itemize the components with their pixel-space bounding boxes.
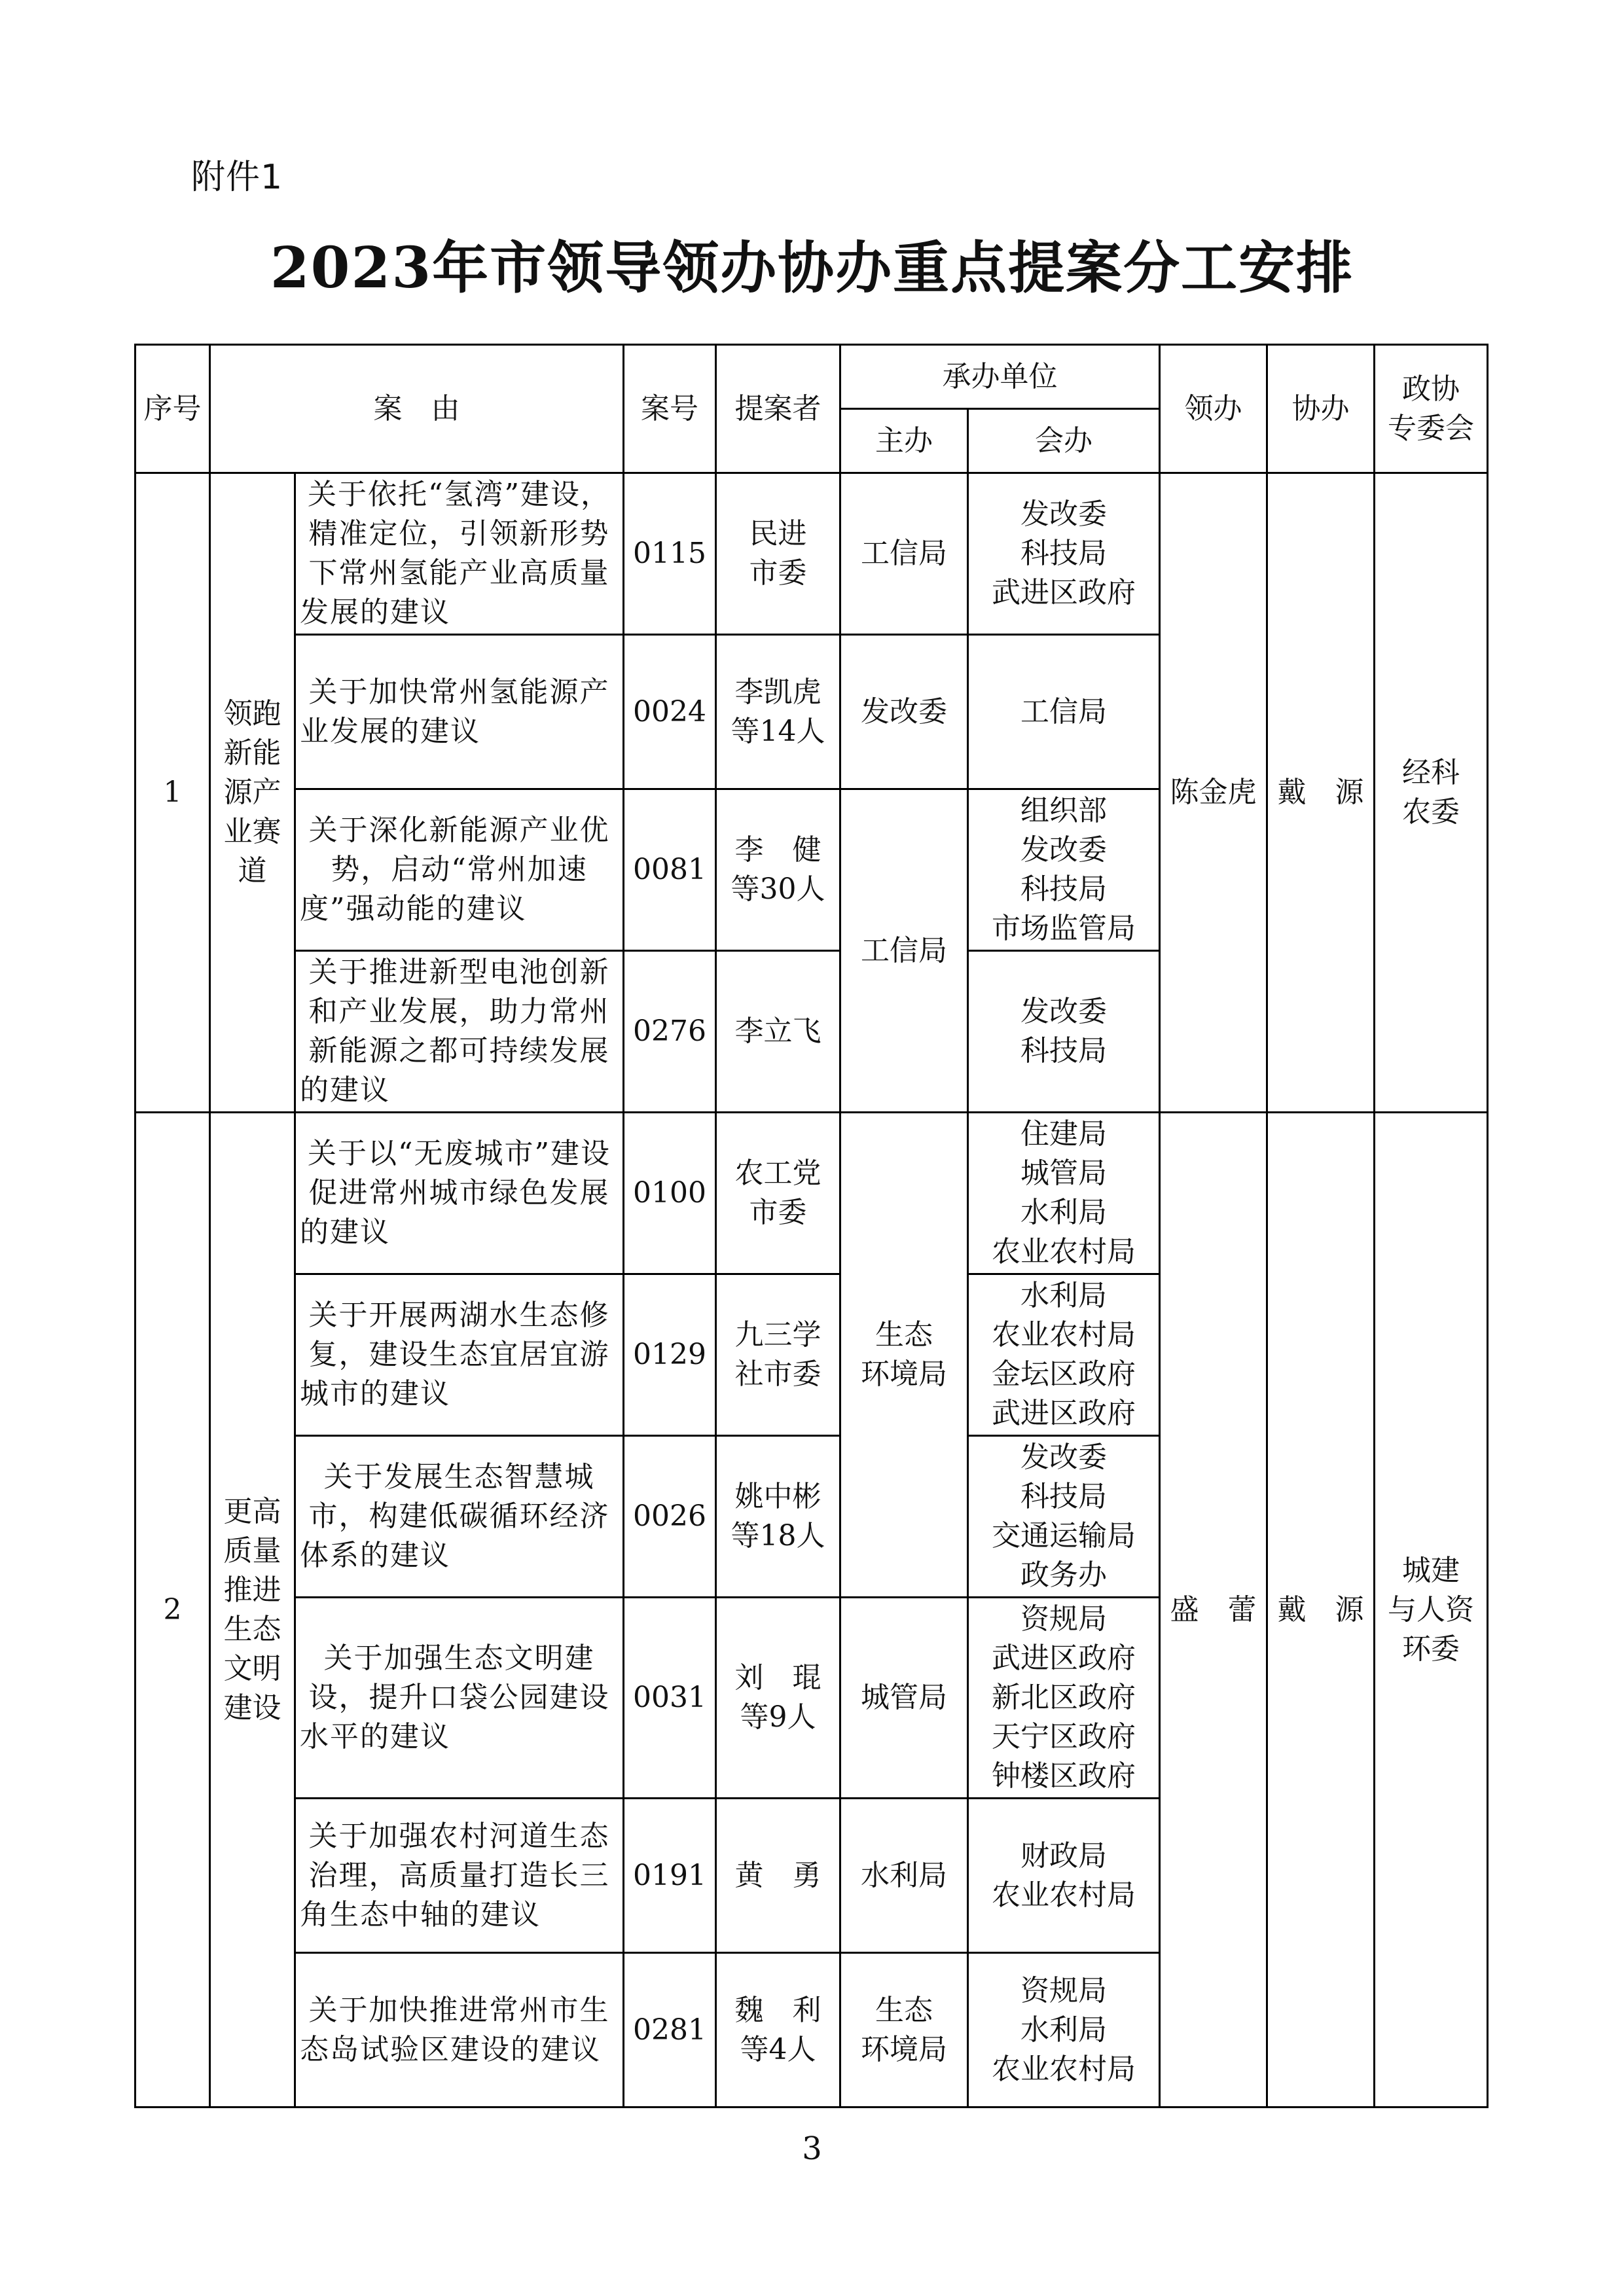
case-no-cell: 0276 [624, 951, 716, 1113]
reason-cell: 关于加快常州氢能源产业发展的建议 [295, 635, 624, 789]
co-unit-cell: 资规局 水利局 农业农村局 [968, 1953, 1160, 2108]
header-seq: 序号 [135, 345, 210, 473]
proposer-cell: 魏 利 等4人 [716, 1953, 840, 2108]
header-committee: 政协 专委会 [1375, 345, 1488, 473]
header-undertaker: 承办单位 [840, 345, 1160, 409]
co-unit-cell: 工信局 [968, 635, 1160, 789]
reason-cell: 关于加快推进常州市生态岛试验区建设的建议 [295, 1953, 624, 2108]
co-unit-cell: 发改委 科技局 [968, 951, 1160, 1113]
proposer-cell: 李 健 等30人 [716, 789, 840, 951]
assist-cell: 戴 源 [1267, 473, 1375, 1113]
header-case-no: 案号 [624, 345, 716, 473]
co-unit-cell: 发改委 科技局 武进区政府 [968, 473, 1160, 635]
seq-cell: 2 [135, 1113, 210, 2108]
case-no-cell: 0024 [624, 635, 716, 789]
co-unit-cell: 发改委 科技局 交通运输局 政务办 [968, 1436, 1160, 1598]
reason-cell: 关于依托“氢湾”建设，精准定位，引领新形势下常州氢能产业高质量发展的建议 [295, 473, 624, 635]
co-unit-cell: 水利局 农业农村局 金坛区政府 武进区政府 [968, 1274, 1160, 1436]
proposer-cell: 黄 勇 [716, 1799, 840, 1953]
category-cell: 领跑 新能 源产 业赛 道 [210, 473, 295, 1113]
case-no-cell: 0100 [624, 1113, 716, 1274]
committee-cell: 经科 农委 [1375, 473, 1488, 1113]
case-no-cell: 0191 [624, 1799, 716, 1953]
lead-cell: 陈金虎 [1160, 473, 1267, 1113]
page-number: 3 [802, 2130, 822, 2167]
seq-cell: 1 [135, 473, 210, 1113]
case-no-cell: 0031 [624, 1598, 716, 1799]
case-no-cell: 0281 [624, 1953, 716, 2108]
header-lead: 领办 [1160, 345, 1267, 473]
co-unit-cell: 住建局 城管局 水利局 农业农村局 [968, 1113, 1160, 1274]
reason-cell: 关于发展生态智慧城市，构建低碳循环经济体系的建议 [295, 1436, 624, 1598]
co-unit-cell: 财政局 农业农村局 [968, 1799, 1160, 1953]
table-row [135, 1113, 1488, 1274]
reason-cell: 关于开展两湖水生态修复，建设生态宜居宜游城市的建议 [295, 1274, 624, 1436]
lead-cell: 盛 蕾 [1160, 1113, 1267, 2108]
header-proposer: 提案者 [716, 345, 840, 473]
main-unit-cell: 工信局 [840, 789, 968, 1113]
case-no-cell: 0115 [624, 473, 716, 635]
attachment-label: 附件1 [191, 158, 283, 197]
reason-cell: 关于加强农村河道生态治理，高质量打造长三角生态中轴的建议 [295, 1799, 624, 1953]
document-title: 2023年市领导领办协办重点提案分工安排 [270, 235, 1354, 301]
case-no-cell: 0129 [624, 1274, 716, 1436]
proposer-cell: 刘 琨 等9人 [716, 1598, 840, 1799]
main-unit-cell: 城管局 [840, 1598, 968, 1799]
reason-cell: 关于加强生态文明建设，提升口袋公园建设水平的建议 [295, 1598, 624, 1799]
main-unit-cell: 发改委 [840, 635, 968, 789]
proposer-cell: 李凯虎 等14人 [716, 635, 840, 789]
header-reason: 案 由 [210, 345, 624, 473]
header-assist: 协办 [1267, 345, 1375, 473]
proposer-cell: 李立飞 [716, 951, 840, 1113]
main-unit-cell: 工信局 [840, 473, 968, 635]
case-no-cell: 0026 [624, 1436, 716, 1598]
proposer-cell: 姚中彬 等18人 [716, 1436, 840, 1598]
proposer-cell: 九三学 社市委 [716, 1274, 840, 1436]
table-row [135, 473, 1488, 635]
reason-cell: 关于以“无废城市”建设促进常州城市绿色发展的建议 [295, 1113, 624, 1274]
proposal-table [134, 344, 1489, 2108]
main-unit-cell: 生态 环境局 [840, 1113, 968, 1598]
case-no-cell: 0081 [624, 789, 716, 951]
header-co: 会办 [968, 409, 1160, 473]
header-main: 主办 [840, 409, 968, 473]
co-unit-cell: 资规局 武进区政府 新北区政府 天宁区政府 钟楼区政府 [968, 1598, 1160, 1799]
category-cell: 更高 质量 推进 生态 文明 建设 [210, 1113, 295, 2108]
main-unit-cell: 水利局 [840, 1799, 968, 1953]
proposer-cell: 农工党 市委 [716, 1113, 840, 1274]
main-unit-cell: 生态 环境局 [840, 1953, 968, 2108]
reason-cell: 关于推进新型电池创新和产业发展，助力常州新能源之都可持续发展的建议 [295, 951, 624, 1113]
committee-cell: 城建 与人资 环委 [1375, 1113, 1488, 2108]
co-unit-cell: 组织部 发改委 科技局 市场监管局 [968, 789, 1160, 951]
reason-cell: 关于深化新能源产业优势，启动“常州加速度”强动能的建议 [295, 789, 624, 951]
assist-cell: 戴 源 [1267, 1113, 1375, 2108]
proposer-cell: 民进 市委 [716, 473, 840, 635]
header-row-1 [135, 345, 1488, 409]
